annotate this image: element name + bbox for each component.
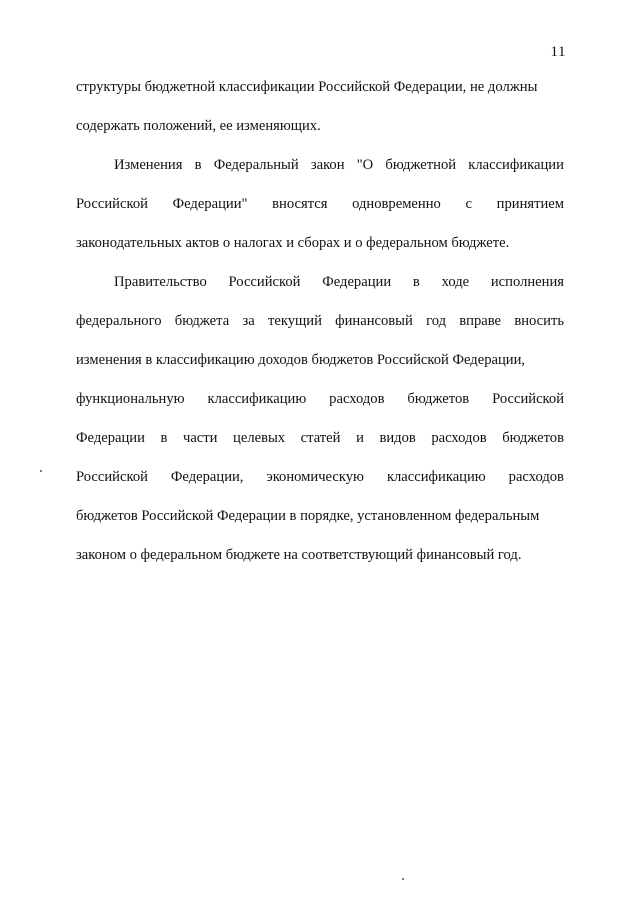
word: вносятся (272, 196, 328, 212)
word: с (465, 196, 472, 212)
word: финансовый (335, 313, 413, 329)
word: в (194, 157, 202, 173)
line-text: бюджетов Российской Федерации в порядке, установленном федеральным (76, 508, 540, 524)
word: экономическую (266, 469, 364, 485)
word: классификацию (386, 469, 486, 485)
line-text: законодательных актов о налогах и сборах и о федеральном бюджете. (76, 235, 510, 251)
word: ходе (441, 274, 470, 290)
word: бюджета (174, 313, 230, 329)
word: бюджетной (385, 157, 457, 173)
text-line-2 (76, 116, 564, 136)
word: и (356, 430, 364, 446)
word: целевых (233, 430, 286, 446)
word: расходов (329, 391, 385, 407)
word: принятием (496, 196, 564, 212)
word: одновременно (352, 196, 441, 212)
text-line-4 (76, 194, 564, 214)
text-line-6 (114, 272, 564, 292)
word: функциональную (76, 391, 185, 407)
text-line-1 (76, 77, 564, 97)
scan-speck (402, 878, 404, 880)
word: федерального (76, 313, 162, 329)
text-line-7 (76, 311, 564, 331)
word: видов (379, 430, 416, 446)
word: Федерации (76, 430, 145, 446)
word: исполнения (490, 274, 564, 290)
text-line-3 (114, 155, 564, 175)
word: расходов (508, 469, 564, 485)
word: в (160, 430, 168, 446)
word: текущий (267, 313, 322, 329)
line-text: структуры бюджетной классификации Российской Федерации, не должны (76, 79, 538, 95)
word: бюджетов (502, 430, 564, 446)
word: Российской (492, 391, 564, 407)
text-line-12 (76, 506, 564, 526)
word: Федеральный (213, 157, 299, 173)
word: классификации (468, 157, 564, 173)
word: Федерации, (170, 469, 244, 485)
text-line-9 (76, 389, 564, 409)
text-line-13 (76, 545, 564, 565)
word: за (242, 313, 255, 329)
word: вправе (459, 313, 502, 329)
word: Федерации" (172, 196, 248, 212)
word: Российской (228, 274, 301, 290)
word: Федерации (322, 274, 392, 290)
word: Российской (76, 196, 148, 212)
text-line-11 (76, 467, 564, 487)
word: расходов (431, 430, 487, 446)
word: "О (356, 157, 374, 173)
text-line-10 (76, 428, 564, 448)
text-line-8 (76, 350, 564, 370)
word: Изменения (114, 157, 183, 173)
word: в (412, 274, 420, 290)
text-line-5 (76, 233, 564, 253)
line-text: изменения в классификацию доходов бюджетов Российской Федерации, (76, 352, 526, 368)
word: классификацию (207, 391, 307, 407)
scan-speck (40, 470, 42, 472)
word: Правительство (114, 274, 207, 290)
word: закон (310, 157, 345, 173)
line-text: законом о федеральном бюджете на соответствующий финансовый год. (76, 547, 522, 563)
word: статей (300, 430, 341, 446)
line-text: содержать положений, ее изменяющих. (76, 118, 321, 134)
word: бюджетов (407, 391, 470, 407)
page-number: 11 (550, 44, 566, 60)
word: части (182, 430, 218, 446)
word: год (426, 313, 447, 329)
word: Российской (76, 469, 148, 485)
word: вносить (514, 313, 564, 329)
